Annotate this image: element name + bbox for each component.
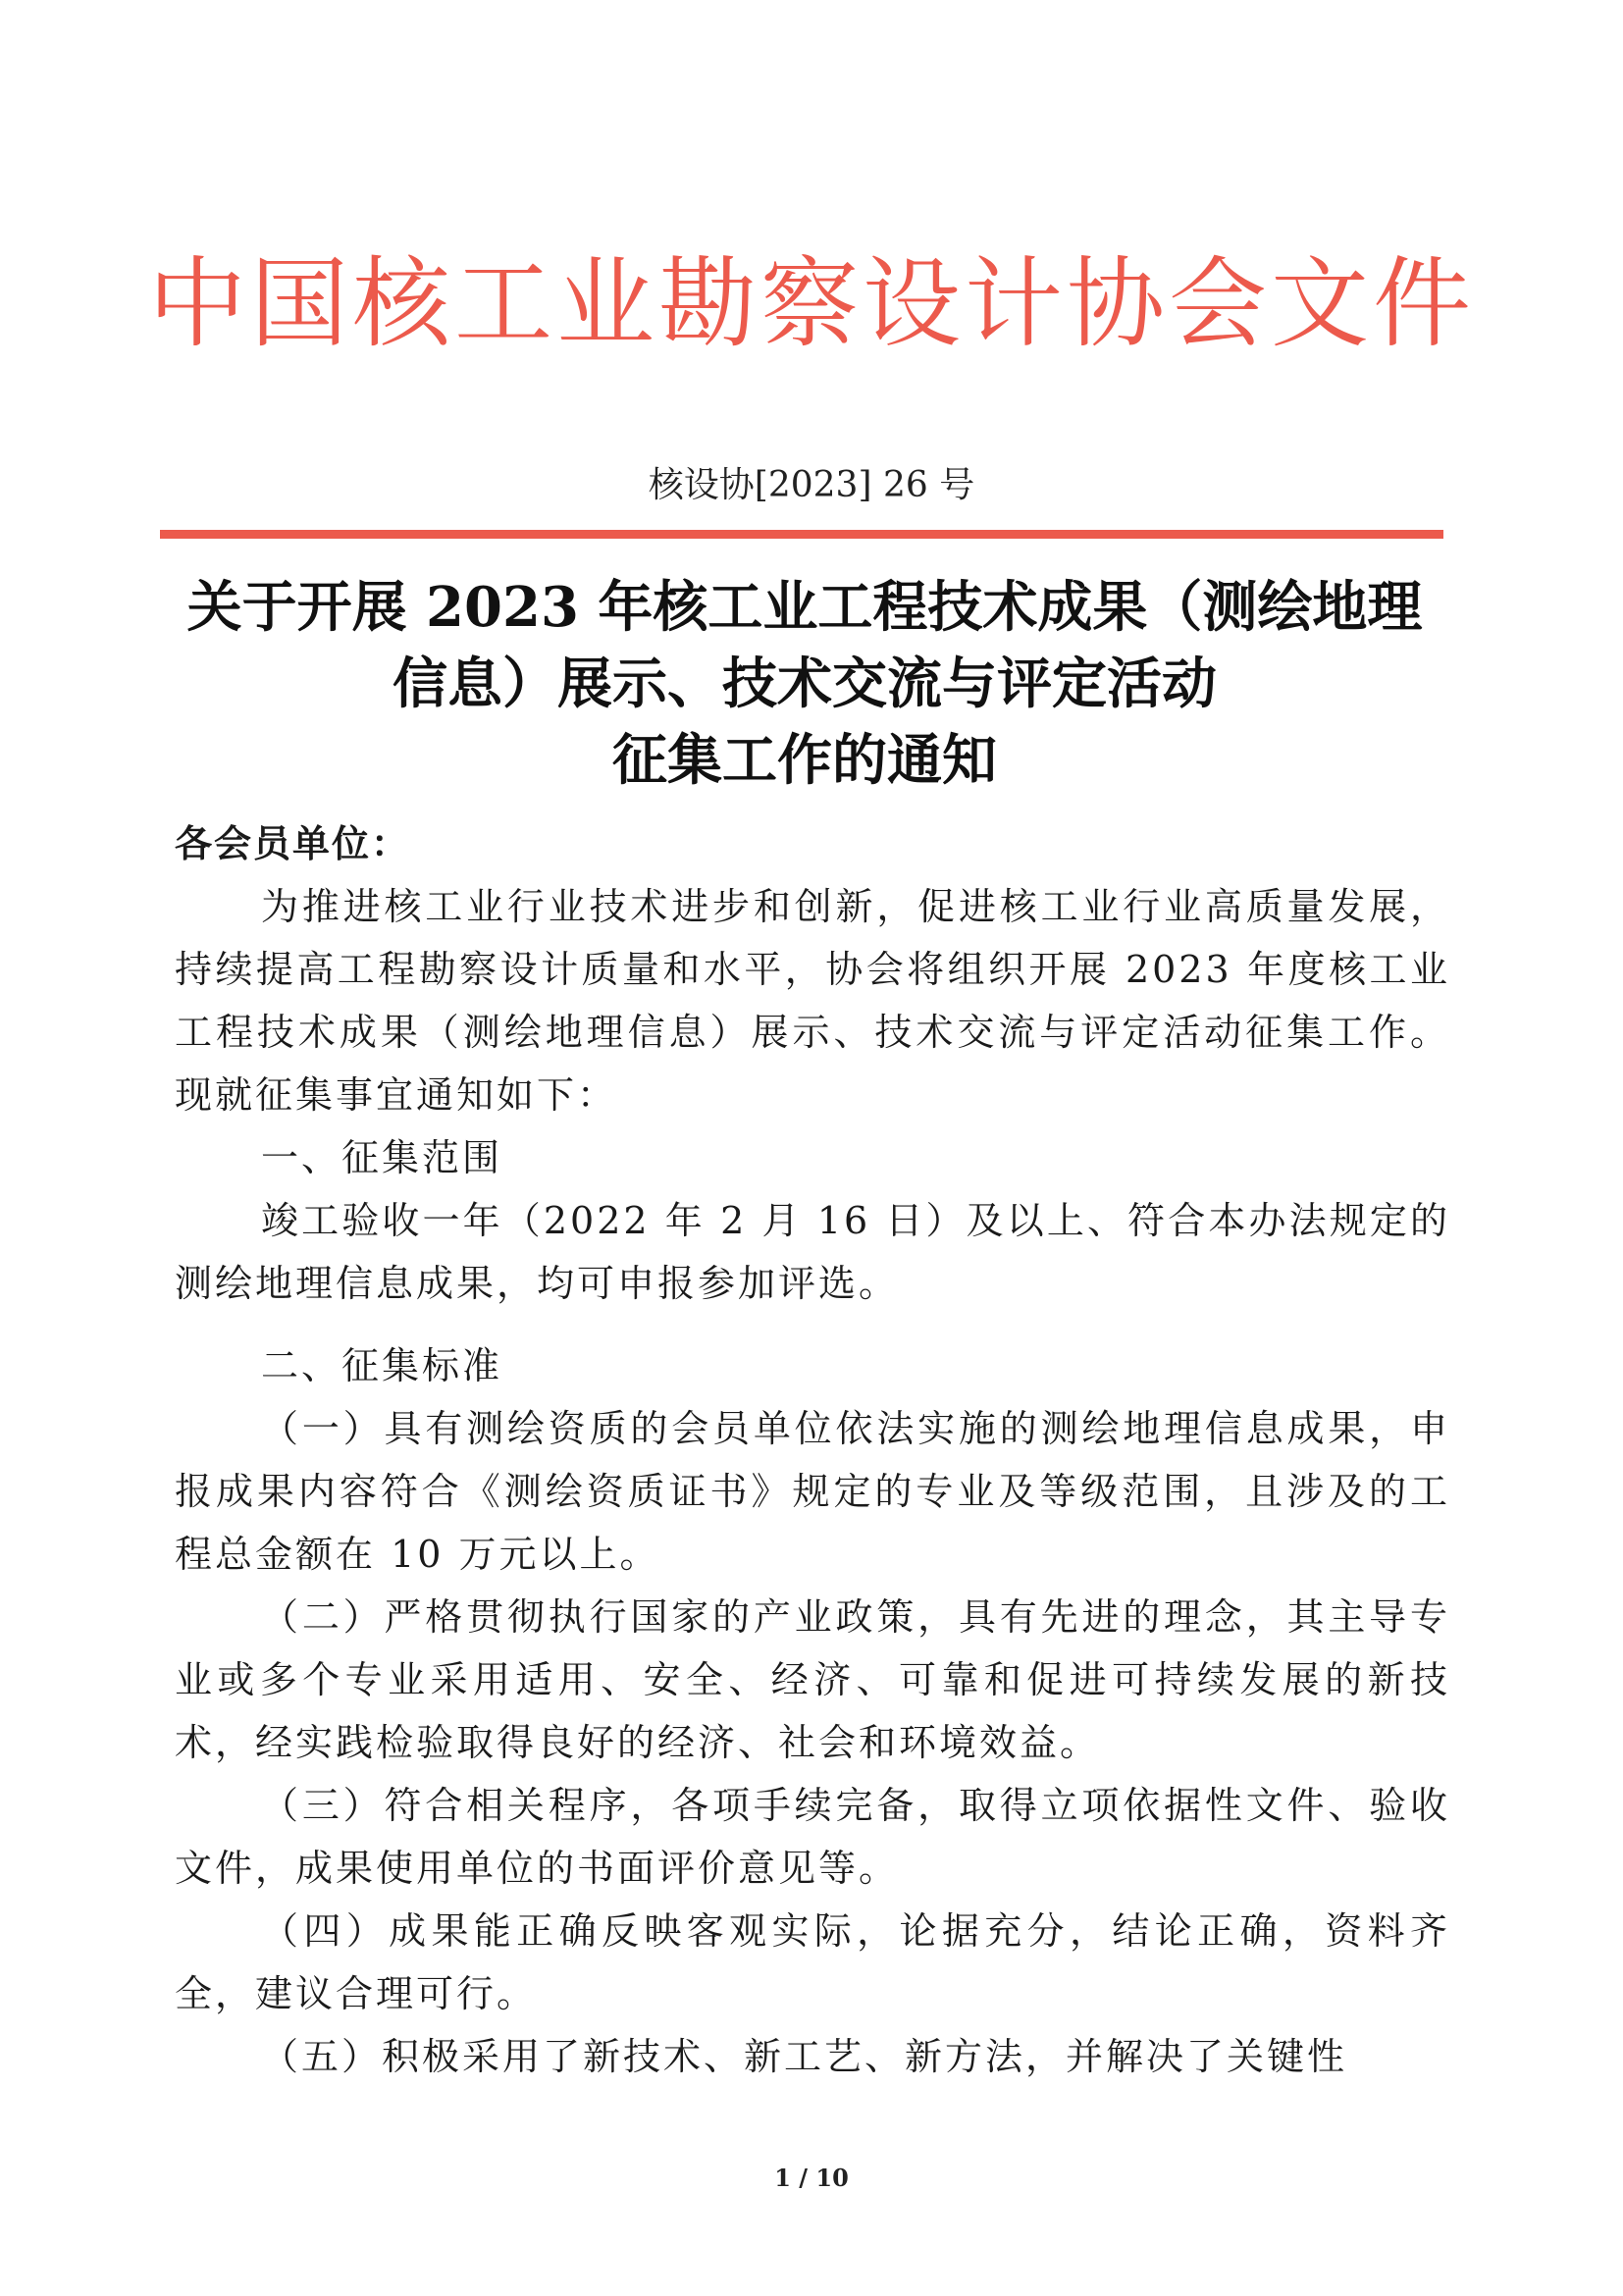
salutation: 各会员单位：	[175, 822, 411, 865]
page-number: 1 / 10	[774, 2164, 849, 2192]
red-divider-line	[160, 530, 1443, 539]
document-number: 核设协[2023] 26 号	[648, 465, 975, 505]
section-1-paragraph: 竣工验收一年（2022 年 2 月 16 日）及以上、符合本办法规定的测绘地理信息成果，均可申报参加评选。	[175, 1199, 1450, 1305]
standard-item-1: （一）具有测绘资质的会员单位依法实施的测绘地理信息成果，申报成果内容符合《测绘资质证书》规定的专业及等级范围，且涉及的工程总金额在 10 万元以上。	[175, 1407, 1450, 1576]
section-1-heading: 一、征集范围	[261, 1136, 503, 1179]
notice-title	[147, 569, 1462, 799]
section-2-heading: 二、征集标准	[261, 1344, 503, 1387]
issuing-organization-title: 中国核工业勘察设计协会文件	[148, 246, 1475, 361]
notice-title-line-3: 征集工作的通知	[612, 728, 997, 793]
notice-title-line-2: 信息）展示、技术交流与评定活动	[393, 652, 1217, 716]
standard-item-3: （三）符合相关程序，各项手续完备，取得立项依据性文件、验收文件，成果使用单位的书面评价意见等。	[175, 1784, 1450, 1890]
notice-body	[175, 812, 1450, 2088]
notice-title-line-1: 关于开展 2023 年核工业工程技术成果（测绘地理	[186, 575, 1423, 640]
standard-item-2: （二）严格贯彻执行国家的产业政策，具有先进的理念，其主导专业或多个专业采用适用、安全、经济、可靠和促进可持续发展的新技术，经实践检验取得良好的经济、社会和环境效益。	[175, 1595, 1450, 1764]
intro-paragraph: 为推进核工业行业技术进步和创新，促进核工业行业高质量发展，持续提高工程勘察设计质量和水平，协会将组织开展 2023 年度核工业工程技术成果（测绘地理信息）展示、技术交流与评定活动征集工作。现就征集事宜通知如下：	[175, 885, 1450, 1117]
standard-item-5: （五）积极采用了新技术、新工艺、新方法，并解决了关键性	[261, 2035, 1348, 2078]
standard-item-4: （四）成果能正确反映客观实际，论据充分，结论正确，资料齐全，建议合理可行。	[175, 1909, 1450, 2015]
